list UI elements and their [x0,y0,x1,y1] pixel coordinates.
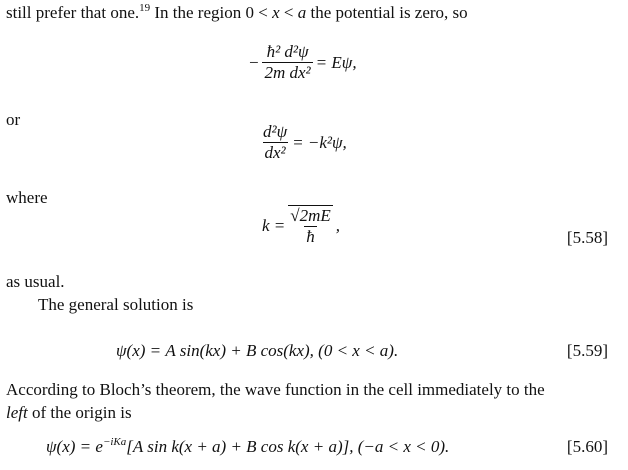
emphasis-left: left [6,403,28,422]
footnote-marker: 19 [139,2,151,14]
equation-schrodinger [248,42,357,83]
fraction [261,122,289,163]
text: still prefer that one. [6,3,140,22]
equation-number: [5.59] [566,341,608,360]
text: In the region 0 < [150,3,273,22]
fraction [288,205,333,247]
fraction [262,42,312,83]
lhs: ψ(x) = e [46,437,103,456]
rhs: = Eψ, [315,52,357,72]
paragraph-bloch-line-1: According to Bloch’s theorem, the wave function in the cell immediately to the [6,380,545,399]
denominator: dx² [264,143,286,162]
var-a: a [297,3,307,22]
paragraph-bloch-line-2 [6,403,132,423]
minus-sign: − [248,52,260,72]
var-x: x [272,3,280,22]
denominator: 2m dx² [264,63,311,82]
where-text: where [6,188,48,207]
denominator: ħ [306,227,315,246]
text: of the origin is [27,403,132,422]
text: < [279,3,298,22]
numerator: √2mE [290,206,331,225]
exponent: −iKa [102,436,127,448]
rest: [A sin k(x + a) + B cos k(x + a)], (−a < x < 0). [126,437,450,456]
equation-k-definition [262,205,340,247]
equation-bloch-wavefunction [46,437,449,457]
equation-general-solution: ψ(x) = A sin(kx) + B cos(kx), (0 < x < a). [116,341,399,360]
comma: , [335,216,341,235]
paragraph-line-1 [6,3,468,23]
or-text: or [6,110,21,129]
numerator: ħ² d²ψ [266,42,309,61]
equation-number: [5.60] [566,437,608,456]
numerator: d²ψ [263,122,288,141]
as-usual-text: as usual. [6,272,65,291]
rhs: = −k²ψ, [292,132,347,152]
equation-number: [5.58] [566,228,608,247]
lhs: k = [262,216,286,235]
general-solution-text: The general solution is [38,295,194,314]
text: the potential is zero, so [306,3,468,22]
equation-second-derivative [258,122,347,163]
